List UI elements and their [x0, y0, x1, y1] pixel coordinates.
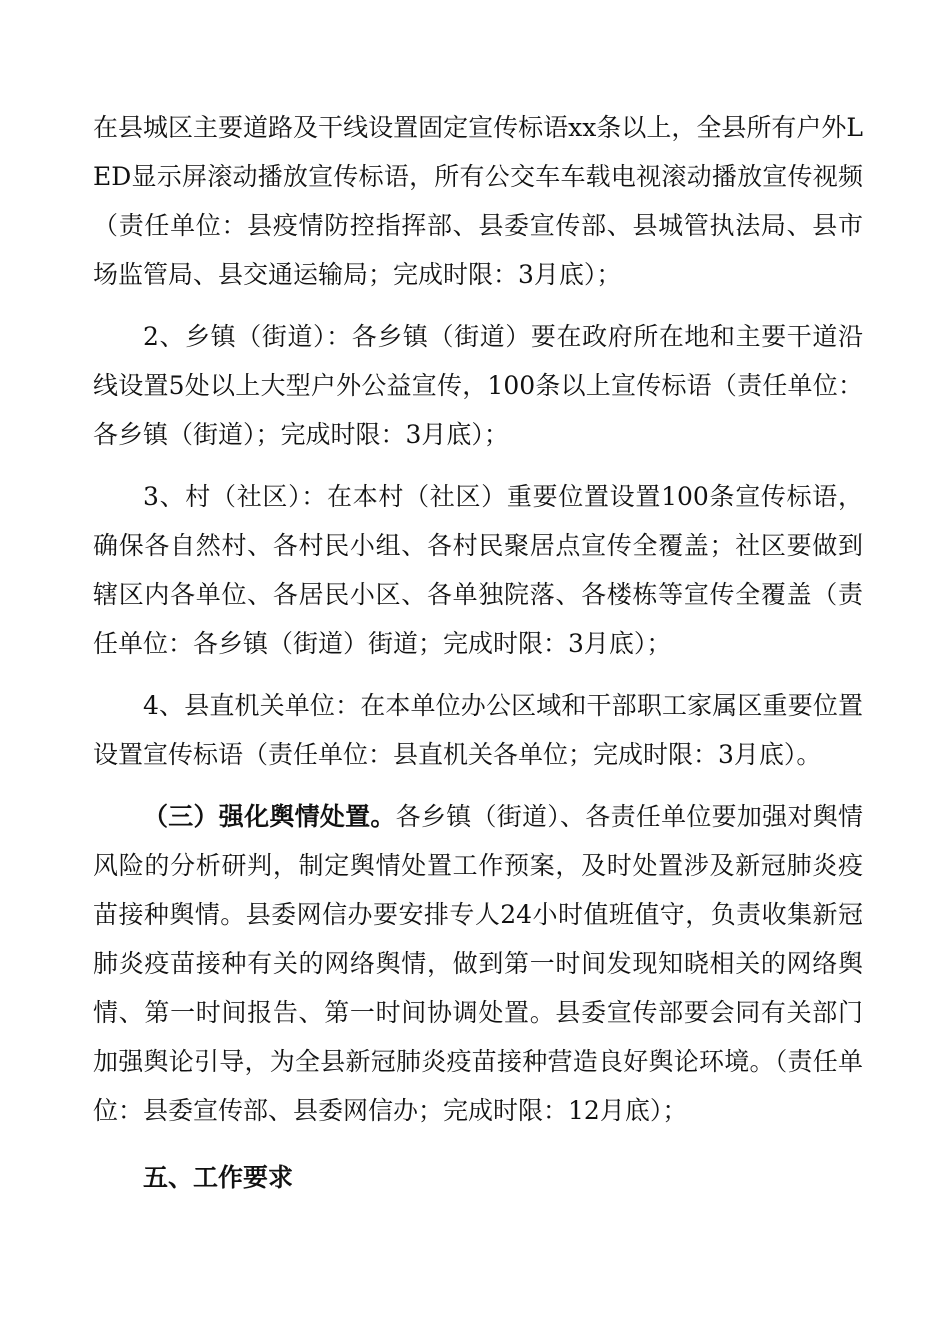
paragraph-village-community: 3、村（社区）：在本村（社区）重要位置设置100条宣传标语，确保各自然村、各村民小组、各村民聚居点宣传全覆盖；社区要做到辖区内各单位、各居民小区、各单独院落、各楼栋等宣传全覆盖（责任单位：各乡镇（街道）街道；完成时限：3月底）； [93, 482, 863, 658]
paragraph-township: 2、乡镇（街道）：各乡镇（街道）要在政府所在地和主要干道沿线设置5处以上大型户外公益宣传，100条以上宣传标语（责任单位：各乡镇（街道）；完成时限：3月底）； [93, 322, 863, 449]
section-heading-work-requirements: 五、工作要求 [143, 1163, 294, 1192]
paragraph-public-opinion-text: 各乡镇（街道）、各责任单位要加强对舆情风险的分析研判，制定舆情处置工作预案，及时处置涉及新冠肺炎疫苗接种舆情。县委网信办要安排专人24小时值班值守，负责收集新冠肺炎疫苗接种有关的网络舆情，做到第一时间发现知晓相关的网络舆情、第一时间报告、第一时间协调处置。县委宣传部要会同有关部门加强舆论引导，为全县新冠肺炎疫苗接种营造良好舆论环境。（责任单位：县委宣传部、县委网信办；完成时限：12月底）； [93, 802, 863, 1125]
document-body [93, 103, 863, 1202]
paragraph-public-opinion [93, 792, 863, 1135]
paragraph-county-agencies: 4、县直机关单位：在本单位办公区域和干部职工家属区重要位置设置宣传标语（责任单位：县直机关各单位；完成时限：3月底）。 [93, 691, 863, 769]
paragraph-outdoor-slogans: 在县城区主要道路及干线设置固定宣传标语xx条以上，全县所有户外LED显示屏滚动播放宣传标语，所有公交车车载电视滚动播放宣传视频（责任单位：县疫情防控指挥部、县委宣传部、县城管执法局、县市场监管局、县交通运输局；完成时限：3月底）； [93, 113, 863, 289]
section-title-public-opinion: （三）强化舆情处置。 [143, 802, 396, 831]
